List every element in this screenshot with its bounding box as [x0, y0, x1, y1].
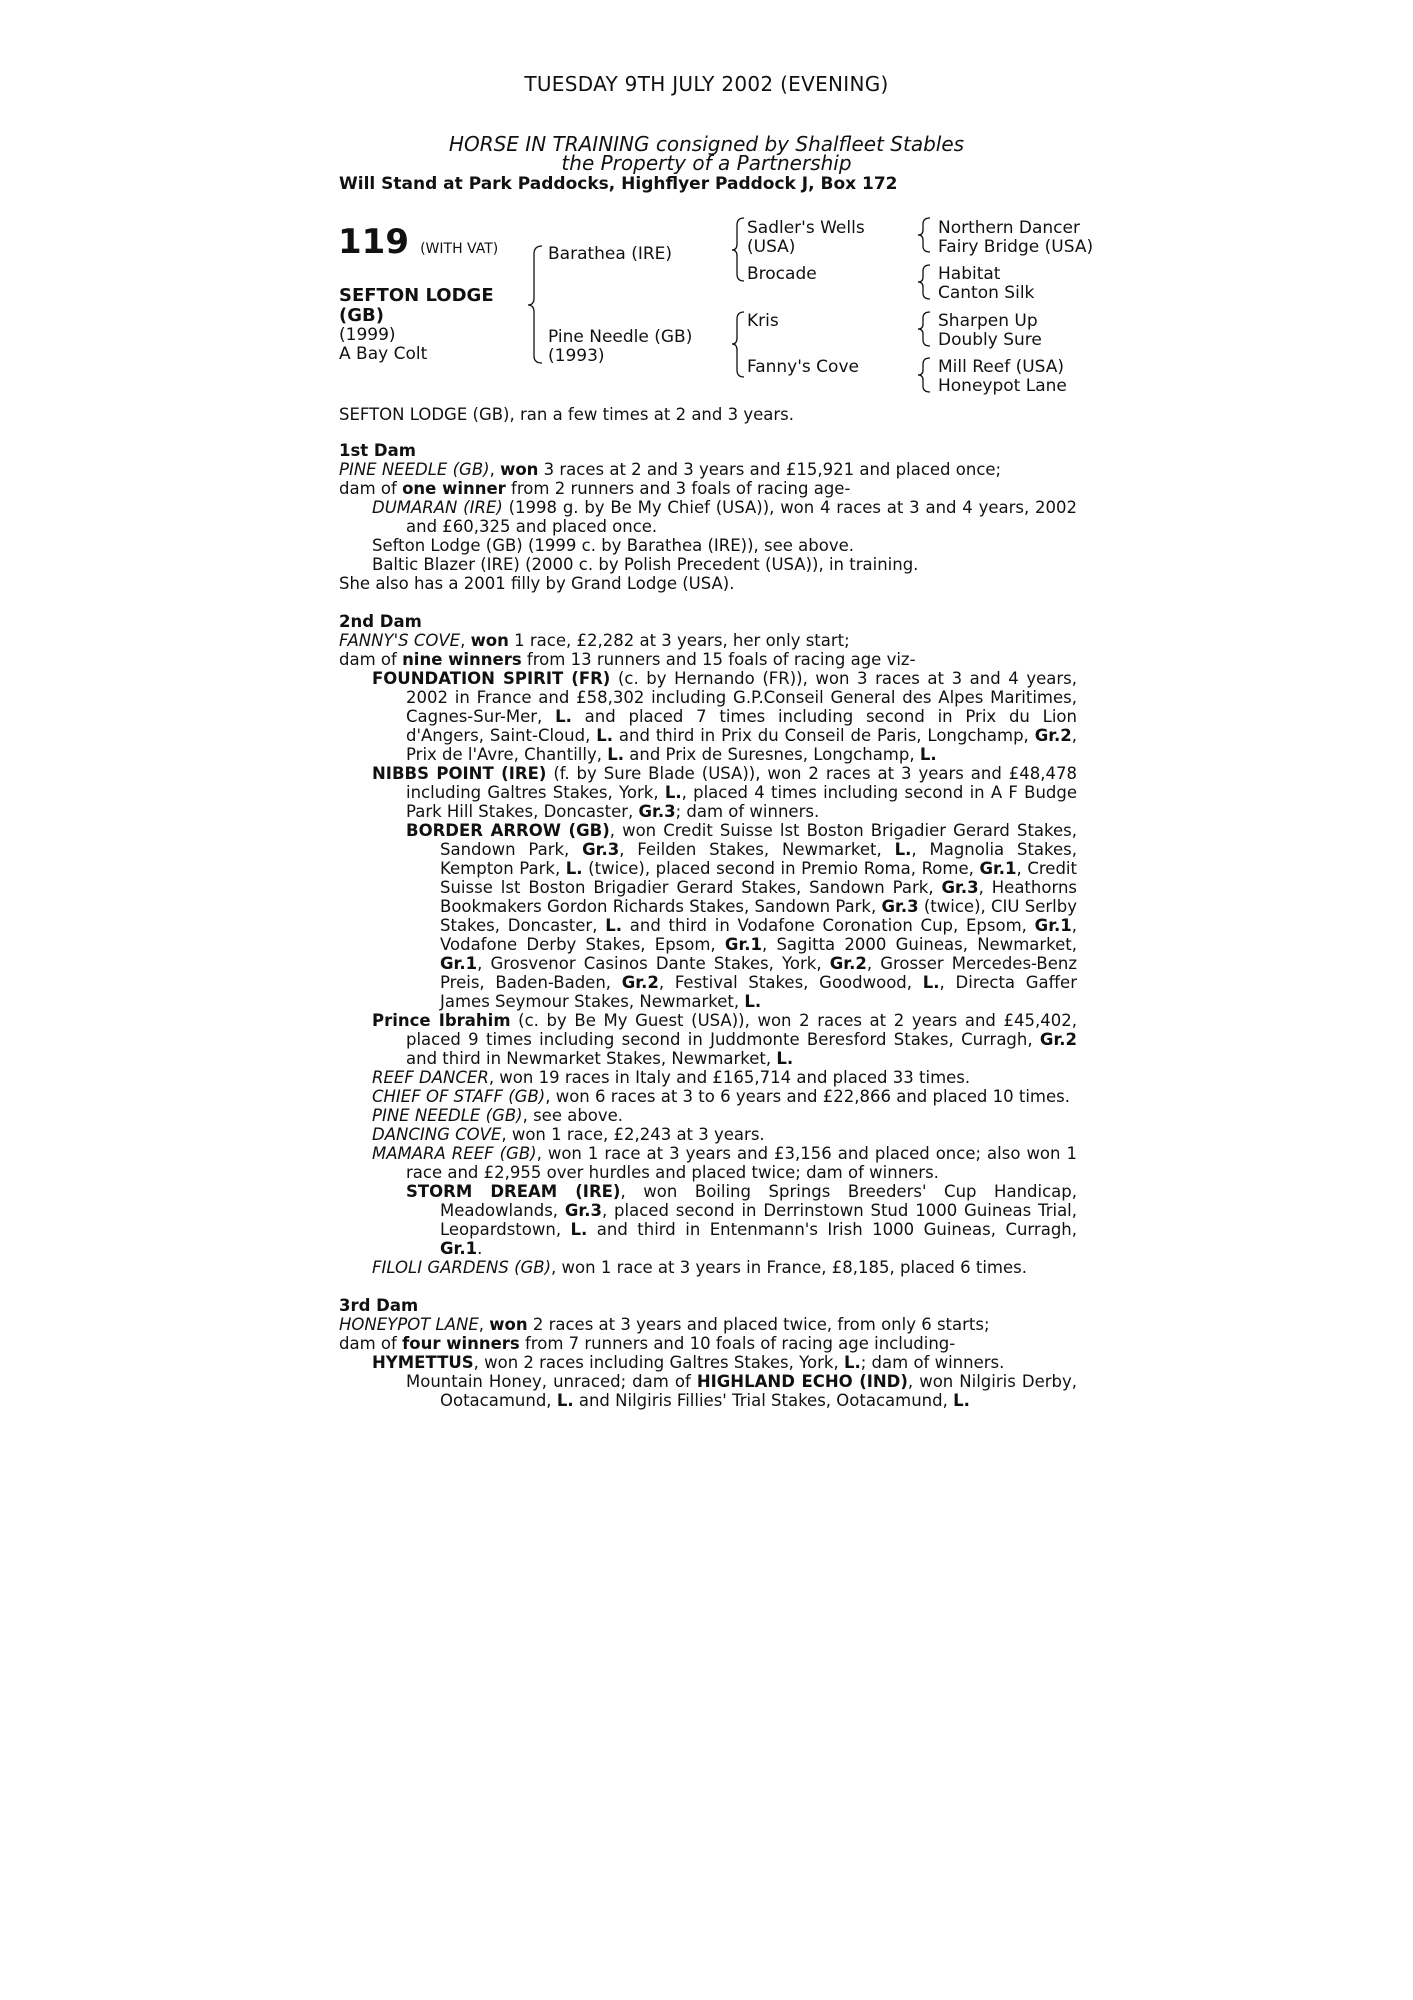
stand-location: Will Stand at Park Paddocks, Highflyer Paddock J, Box 172 [339, 174, 898, 194]
produce-text: and Nilgiris Fillies' Trial Stakes, Ootacamund, [573, 1391, 954, 1410]
produce-text: (twice), placed second in Premio Roma, Rome, [582, 859, 980, 878]
group-badge: Gr.2 [829, 954, 867, 973]
group-badge: Gr.3 [881, 897, 919, 916]
produce-text: (c. by Be My Guest (USA)), won 2 races at 2 years and £45,402, placed 9 times including second in Juddmonte Beresford Stakes, Curragh, [406, 1011, 1077, 1049]
dam-name: PINE NEEDLE (GB) [339, 460, 490, 479]
lot-number: 119 [338, 222, 409, 262]
won-label: won [500, 460, 539, 479]
vat-note: (WITH VAT) [420, 241, 499, 257]
first-dam-record: PINE NEEDLE (GB), won 3 races at 2 and 3 years and £15,921 and placed once; [339, 460, 1002, 479]
pedigree-dam-year: (1993) [548, 346, 605, 366]
produce-text: , Grosser Mercedes-Benz Preis, Baden-Baden, [440, 954, 1077, 992]
produce-text: , won Nilgiris Derby, Ootacamund, [440, 1372, 1077, 1410]
pedigree-sire-sire: Sadler's Wells [747, 218, 865, 238]
produce-prefix: dam of [339, 650, 403, 669]
listed-badge: L. [556, 1391, 574, 1410]
produce-text: , won 6 races at 3 to 6 years and £22,866 and placed 10 times. [545, 1087, 1070, 1106]
produce-entry: Sefton Lodge (GB) (1999 c. by Barathea (IRE)), see above. [372, 536, 854, 555]
consignor-line: HORSE IN TRAINING consigned by Shalfleet Stables [448, 132, 965, 156]
second-dam-heading: 2nd Dam [339, 612, 422, 631]
produce-name: NIBBS POINT (IRE) [372, 764, 547, 783]
produce-text: , Feilden Stakes, Newmarket, [619, 840, 895, 859]
produce-name: DANCING COVE [372, 1125, 502, 1144]
listed-badge: L. [565, 859, 583, 878]
produce-text: , Sagitta 2000 Guineas, Newmarket, [761, 935, 1077, 954]
won-label: won [470, 631, 509, 650]
produce-entry [339, 764, 1077, 821]
first-dam-heading: 1st Dam [339, 441, 416, 460]
produce-name: STORM DREAM (IRE) [406, 1182, 621, 1201]
third-dam-record: HONEYPOT LANE, won 2 races at 3 years and placed twice, from only 6 starts; [339, 1315, 990, 1334]
produce-name: HYMETTUS [372, 1353, 474, 1372]
produce-text: from 13 runners and 15 foals of racing age viz- [521, 650, 916, 669]
record-text: 3 races at 2 and 3 years and £15,921 and placed once; [538, 460, 1002, 479]
produce-name: Prince Ibrahim [372, 1011, 511, 1030]
record-text: 1 race, £2,282 at 3 years, her only start; [508, 631, 850, 650]
racing-summary: SEFTON LODGE (GB), ran a few times at 2 and 3 years. [339, 405, 794, 424]
dam-name: HONEYPOT LANE [339, 1315, 479, 1334]
produce-entry [339, 1182, 1077, 1258]
produce-text: and third in Prix du Conseil de Paris, Longchamp, [613, 726, 1035, 745]
produce-text: , see above. [522, 1106, 624, 1125]
produce-entry [339, 1011, 1077, 1068]
listed-badge: L. [607, 745, 624, 764]
produce-text: ; dam of winners. [860, 1353, 1005, 1372]
sale-date: TUESDAY 9TH JULY 2002 (EVENING) [524, 72, 889, 96]
dam-name: FANNY'S COVE [339, 631, 461, 650]
produce-prefix: dam of [339, 1334, 403, 1353]
produce-text: . [477, 1239, 483, 1258]
produce-entry [339, 498, 1077, 536]
winners-count: one winner [402, 479, 506, 498]
record-text: 2 races at 3 years and placed twice, from only 6 starts; [527, 1315, 990, 1334]
produce-text: and placed 7 times including second in Prix du Lion d'Angers, Saint-Cloud, [406, 707, 1077, 745]
produce-name: MAMARA REEF (GB) [372, 1144, 537, 1163]
pedigree-sire-dam: Brocade [747, 264, 817, 284]
winners-count: nine winners [402, 650, 522, 669]
pedigree-dam-dam: Fanny's Cove [747, 357, 859, 377]
listed-badge: L. [596, 726, 614, 745]
produce-text: , won 1 race, £2,243 at 3 years. [501, 1125, 765, 1144]
produce-text: (twice), CIU Serlby Stakes, Doncaster, [440, 897, 1077, 935]
produce-name: CHIEF OF STAFF (GB) [372, 1087, 546, 1106]
produce-text: , won 2 races including Galtres Stakes, York, [473, 1353, 844, 1372]
produce-entry: Baltic Blazer (IRE) (2000 c. by Polish Precedent (USA)), in training. [372, 555, 919, 574]
produce-entry [339, 1068, 1077, 1087]
pedigree-dsd: Doubly Sure [938, 330, 1042, 350]
produce-text: (f. by Sure Blade (USA)), won 2 races at 3 years and £48,478 including Galtres Stakes, York, [406, 764, 1077, 802]
produce-text: (1998 g. by Be My Chief (USA)), won 4 races at 3 and 4 years, 2002 and £60,325 and placed once. [406, 498, 1077, 536]
produce-entry [339, 1353, 1077, 1372]
produce-text: , Vodafone Derby Stakes, Epsom, [440, 916, 1077, 954]
produce-name: FOUNDATION SPIRIT (FR) [372, 669, 611, 688]
produce-name: BORDER ARROW (GB) [406, 821, 610, 840]
pedigree-sdd: Canton Silk [938, 283, 1035, 303]
listed-badge: L. [894, 840, 912, 859]
listed-badge: L. [605, 916, 622, 935]
listed-badge: L. [555, 707, 572, 726]
produce-text: , Grosvenor Casinos Dante Stakes, York, [477, 954, 830, 973]
horse-name: SEFTON LODGE [339, 285, 494, 306]
produce-note: She also has a 2001 filly by Grand Lodge (USA). [339, 574, 735, 593]
third-dam-heading: 3rd Dam [339, 1296, 419, 1315]
listed-badge: L. [922, 973, 940, 992]
produce-name: HIGHLAND ECHO (IND) [696, 1372, 908, 1391]
produce-entry [339, 1087, 1077, 1106]
produce-text: and third in Entenmann's Irish 1000 Guineas, Curragh, [587, 1220, 1077, 1239]
produce-prefix: dam of [339, 479, 403, 498]
produce-text: , placed 4 times including second in A F Budge Park Hill Stakes, Doncaster, [406, 783, 1077, 821]
produce-entry [339, 1372, 1077, 1410]
pedigree-dds: Mill Reef (USA) [938, 357, 1065, 377]
produce-text: , won Boiling Springs Breeders' Cup Handicap, Meadowlands, [440, 1182, 1077, 1220]
produce-entry [339, 1125, 1077, 1144]
produce-name: DUMARAN (IRE) [372, 498, 503, 517]
produce-text: , Credit Suisse lst Boston Brigadier Gerard Stakes, Sandown Park, [440, 859, 1077, 897]
catalogue-body [339, 441, 1077, 1410]
won-label: won [489, 1315, 528, 1334]
pedigree-sss: Northern Dancer [938, 218, 1080, 238]
produce-entry [339, 1144, 1077, 1182]
produce-text: and Prix de Suresnes, Longchamp, [624, 745, 920, 764]
produce-name: REEF DANCER [372, 1068, 489, 1087]
produce-text: from 7 runners and 10 foals of racing age including- [519, 1334, 956, 1353]
produce-text: , Directa Gaffer James Seymour Stakes, Newmarket, [440, 973, 1077, 1011]
produce-text: , won Credit Suisse lst Boston Brigadier Gerard Stakes, Sandown Park, [440, 821, 1077, 859]
group-badge: Gr.2 [621, 973, 659, 992]
produce-entry [339, 1106, 1077, 1125]
group-badge: Gr.3 [638, 802, 676, 821]
produce-text: and third in Vodafone Coronation Cup, Epsom, [622, 916, 1035, 935]
property-line: the Property of a Partnership [561, 151, 852, 175]
listed-badge: L. [744, 992, 762, 1011]
produce-entry [339, 669, 1077, 764]
produce-text: , placed second in Derrinstown Stud 1000 Guineas Trial, Leopardstown, [440, 1201, 1078, 1239]
produce-name: FILOLI GARDENS (GB) [372, 1258, 552, 1277]
group-badge: Gr.1 [1034, 916, 1072, 935]
group-badge: Gr.2 [1039, 1030, 1077, 1049]
produce-text: ; dam of winners. [675, 802, 820, 821]
pedigree-sire-sire-origin: (USA) [747, 237, 796, 257]
second-dam-produce [339, 650, 1077, 669]
group-badge: Gr.2 [1034, 726, 1072, 745]
produce-text: , won 19 races in Italy and £165,714 and placed 33 times. [488, 1068, 971, 1087]
produce-entry [339, 1258, 1077, 1277]
group-badge: Gr.3 [941, 878, 979, 897]
produce-text: , Heathorns Bookmakers Gordon Richards Stakes, Sandown Park, [440, 878, 1078, 916]
foaling-year: (1999) [339, 325, 396, 345]
group-badge: Gr.3 [582, 840, 620, 859]
produce-text: , Festival Stakes, Goodwood, [658, 973, 923, 992]
produce-text: , won 1 race at 3 years and £3,156 and placed once; also won 1 race and £2,955 over hurdles and placed twice; dam of winners. [406, 1144, 1077, 1182]
horse-description: A Bay Colt [339, 344, 428, 364]
group-badge: Gr.1 [440, 1239, 478, 1258]
pedigree-sds: Habitat [938, 264, 1001, 284]
listed-badge: L. [776, 1049, 794, 1068]
pedigree-dss: Sharpen Up [938, 311, 1038, 331]
pedigree-dam-sire: Kris [747, 311, 779, 331]
produce-text: and third in Newmarket Stakes, Newmarket, [406, 1049, 777, 1068]
produce-text: , Magnolia Stakes, Kempton Park, [440, 840, 1077, 878]
pedigree-dam: Pine Needle (GB) [548, 327, 693, 347]
pedigree-ssd: Fairy Bridge (USA) [938, 237, 1094, 257]
winners-count: four winners [402, 1334, 520, 1353]
group-badge: Gr.1 [724, 935, 762, 954]
pedigree-sire: Barathea (IRE) [548, 244, 673, 264]
produce-text: Mountain Honey, unraced; dam of [406, 1372, 697, 1391]
group-badge: Gr.1 [979, 859, 1017, 878]
listed-badge: L. [919, 745, 937, 764]
produce-name: PINE NEEDLE (GB) [372, 1106, 523, 1125]
pedigree-ddd: Honeypot Lane [938, 376, 1067, 396]
group-badge: Gr.1 [440, 954, 478, 973]
group-badge: Gr.3 [564, 1201, 602, 1220]
listed-badge: L. [953, 1391, 970, 1410]
pedigree-brackets [0, 0, 1413, 420]
first-dam-produce [339, 479, 1077, 498]
produce-text: from 2 runners and 3 foals of racing age- [505, 479, 851, 498]
produce-entry [339, 821, 1077, 1011]
produce-text: (c. by Hernando (FR)), won 3 races at 3 and 4 years, 2002 in France and £58,302 including G.P.Conseil General des Alpes Maritimes, Cagnes-Sur-Mer, [406, 669, 1077, 726]
listed-badge: L. [570, 1220, 588, 1239]
listed-badge: L. [664, 783, 682, 802]
horse-origin: (GB) [339, 305, 384, 326]
produce-text: , won 1 race at 3 years in France, £8,185, placed 6 times. [551, 1258, 1027, 1277]
produce-text: , Prix de l'Avre, Chantilly, [406, 726, 1078, 764]
second-dam-record: FANNY'S COVE, won 1 race, £2,282 at 3 years, her only start; [339, 631, 850, 650]
third-dam-produce [339, 1334, 1077, 1353]
listed-badge: L. [843, 1353, 861, 1372]
